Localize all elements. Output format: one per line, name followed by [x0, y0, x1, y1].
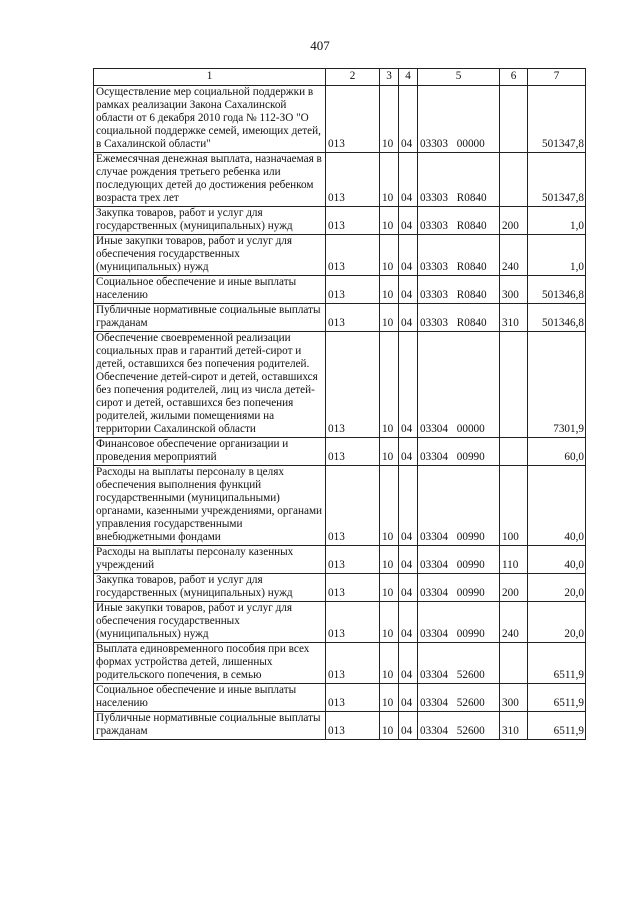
- expense-type-cell: [500, 332, 528, 438]
- ministry-code-cell: 013: [326, 546, 380, 574]
- amount-cell: 1,0: [528, 207, 586, 235]
- row-name-cell: Иные закупки товаров, работ и услуг для обеспечения государственных (муниципальных) нужд: [94, 235, 326, 276]
- target-article-cell: 03303 R0840: [418, 153, 500, 207]
- page-number: 407: [310, 38, 330, 53]
- header-cell: 4: [399, 69, 418, 86]
- subsection-code-cell: 04: [399, 153, 418, 207]
- expense-type-cell: 110: [500, 546, 528, 574]
- table-row: [94, 438, 586, 466]
- target-article-cell: 03304 00000: [418, 332, 500, 438]
- row-name-cell: Расходы на выплаты персоналу казенных учреждений: [94, 546, 326, 574]
- table-row: [94, 304, 586, 332]
- expense-type-cell: 200: [500, 574, 528, 602]
- section-code-cell: 10: [380, 574, 399, 602]
- table-row: [94, 546, 586, 574]
- section-code-cell: 10: [380, 332, 399, 438]
- amount-cell: 501347,8: [528, 86, 586, 153]
- ministry-code-cell: 013: [326, 643, 380, 684]
- section-code-cell: 10: [380, 438, 399, 466]
- table-row: [94, 684, 586, 712]
- budget-table: [93, 68, 586, 740]
- subsection-code-cell: 04: [399, 207, 418, 235]
- ministry-code-cell: 013: [326, 438, 380, 466]
- row-name-cell: Ежемесячная денежная выплата, назначаемая в случае рождения третьего ребенка или последующих детей до достижения ребенком возраста трех лет: [94, 153, 326, 207]
- table-row: [94, 602, 586, 643]
- target-article-cell: 03303 00000: [418, 86, 500, 153]
- row-name-cell: Публичные нормативные социальные выплаты гражданам: [94, 304, 326, 332]
- expense-type-cell: 240: [500, 602, 528, 643]
- header-cell: 3: [380, 69, 399, 86]
- amount-cell: 6511,9: [528, 643, 586, 684]
- row-name-cell: Расходы на выплаты персоналу в целях обеспечения выполнения функций государственными (муниципальными) органами, казенными учреждениями, органами управления государственными внебюджетными фондами: [94, 466, 326, 546]
- target-article-cell: 03304 00990: [418, 438, 500, 466]
- row-name-cell: Социальное обеспечение и иные выплаты населению: [94, 684, 326, 712]
- section-code-cell: 10: [380, 466, 399, 546]
- expense-type-cell: [500, 438, 528, 466]
- table-row: [94, 235, 586, 276]
- header-cell: 1: [94, 69, 326, 86]
- row-name-cell: Финансовое обеспечение организации и проведения мероприятий: [94, 438, 326, 466]
- ministry-code-cell: 013: [326, 574, 380, 602]
- table-row: [94, 153, 586, 207]
- header-cell: 5: [418, 69, 500, 86]
- header-cell: 7: [528, 69, 586, 86]
- subsection-code-cell: 04: [399, 712, 418, 740]
- row-name-cell: Публичные нормативные социальные выплаты гражданам: [94, 712, 326, 740]
- ministry-code-cell: 013: [326, 86, 380, 153]
- expense-type-cell: [500, 86, 528, 153]
- target-article-cell: 03304 52600: [418, 684, 500, 712]
- table-row: [94, 574, 586, 602]
- section-code-cell: 10: [380, 235, 399, 276]
- subsection-code-cell: 04: [399, 332, 418, 438]
- amount-cell: 20,0: [528, 602, 586, 643]
- row-name-cell: Иные закупки товаров, работ и услуг для обеспечения государственных (муниципальных) нужд: [94, 602, 326, 643]
- header-cell: 2: [326, 69, 380, 86]
- ministry-code-cell: 013: [326, 466, 380, 546]
- section-code-cell: 10: [380, 643, 399, 684]
- table-row: [94, 466, 586, 546]
- expense-type-cell: [500, 643, 528, 684]
- target-article-cell: 03303 R0840: [418, 276, 500, 304]
- table-row: [94, 643, 586, 684]
- target-article-cell: 03304 52600: [418, 643, 500, 684]
- target-article-cell: 03303 R0840: [418, 207, 500, 235]
- ministry-code-cell: 013: [326, 276, 380, 304]
- subsection-code-cell: 04: [399, 86, 418, 153]
- subsection-code-cell: 04: [399, 276, 418, 304]
- row-name-cell: Социальное обеспечение и иные выплаты населению: [94, 276, 326, 304]
- expense-type-cell: 100: [500, 466, 528, 546]
- ministry-code-cell: 013: [326, 332, 380, 438]
- row-name-cell: Осуществление мер социальной поддержки в рамках реализации Закона Сахалинской области от 6 декабря 2010 года № 112-ЗО "О социальной поддержке семей, имеющих детей, в Сахалинской области": [94, 86, 326, 153]
- amount-cell: 6511,9: [528, 712, 586, 740]
- subsection-code-cell: 04: [399, 574, 418, 602]
- table-row: [94, 86, 586, 153]
- section-code-cell: 10: [380, 153, 399, 207]
- subsection-code-cell: 04: [399, 466, 418, 546]
- subsection-code-cell: 04: [399, 438, 418, 466]
- ministry-code-cell: 013: [326, 684, 380, 712]
- subsection-code-cell: 04: [399, 546, 418, 574]
- ministry-code-cell: 013: [326, 304, 380, 332]
- amount-cell: 20,0: [528, 574, 586, 602]
- expense-type-cell: 310: [500, 304, 528, 332]
- ministry-code-cell: 013: [326, 207, 380, 235]
- ministry-code-cell: 013: [326, 153, 380, 207]
- row-name-cell: Закупка товаров, работ и услуг для государственных (муниципальных) нужд: [94, 574, 326, 602]
- target-article-cell: 03303 R0840: [418, 235, 500, 276]
- ministry-code-cell: 013: [326, 235, 380, 276]
- amount-cell: 501347,8: [528, 153, 586, 207]
- section-code-cell: 10: [380, 546, 399, 574]
- ministry-code-cell: 013: [326, 712, 380, 740]
- section-code-cell: 10: [380, 207, 399, 235]
- amount-cell: 6511,9: [528, 684, 586, 712]
- amount-cell: 40,0: [528, 546, 586, 574]
- subsection-code-cell: 04: [399, 235, 418, 276]
- amount-cell: 501346,8: [528, 304, 586, 332]
- header-row: [94, 69, 586, 86]
- section-code-cell: 10: [380, 602, 399, 643]
- target-article-cell: 03304 00990: [418, 602, 500, 643]
- target-article-cell: 03304 00990: [418, 574, 500, 602]
- subsection-code-cell: 04: [399, 304, 418, 332]
- section-code-cell: 10: [380, 712, 399, 740]
- section-code-cell: 10: [380, 684, 399, 712]
- section-code-cell: 10: [380, 304, 399, 332]
- row-name-cell: Закупка товаров, работ и услуг для государственных (муниципальных) нужд: [94, 207, 326, 235]
- amount-cell: 40,0: [528, 466, 586, 546]
- target-article-cell: 03304 00990: [418, 546, 500, 574]
- table-row: [94, 712, 586, 740]
- expense-type-cell: 300: [500, 276, 528, 304]
- target-article-cell: 03304 52600: [418, 712, 500, 740]
- amount-cell: 501346,8: [528, 276, 586, 304]
- expense-type-cell: 310: [500, 712, 528, 740]
- amount-cell: 60,0: [528, 438, 586, 466]
- amount-cell: 7301,9: [528, 332, 586, 438]
- table-row: [94, 332, 586, 438]
- table-row: [94, 207, 586, 235]
- row-name-cell: Обеспечение своевременной реализации социальных прав и гарантий детей-сирот и детей, оставшихся без попечения родителей. Обеспечение детей-сирот и детей, оставшихся без попечения родителей, лиц из числа детей-сирот и детей, оставшихся без попечения родителей, жилыми помещениями на территории Сахалинской области: [94, 332, 326, 438]
- row-name-cell: Выплата единовременного пособия при всех формах устройства детей, лишенных родительского попечения, в семью: [94, 643, 326, 684]
- subsection-code-cell: 04: [399, 602, 418, 643]
- subsection-code-cell: 04: [399, 643, 418, 684]
- header-cell: 6: [500, 69, 528, 86]
- expense-type-cell: [500, 153, 528, 207]
- ministry-code-cell: 013: [326, 602, 380, 643]
- amount-cell: 1,0: [528, 235, 586, 276]
- expense-type-cell: 240: [500, 235, 528, 276]
- table-row: [94, 276, 586, 304]
- subsection-code-cell: 04: [399, 684, 418, 712]
- expense-type-cell: 300: [500, 684, 528, 712]
- target-article-cell: 03303 R0840: [418, 304, 500, 332]
- target-article-cell: 03304 00990: [418, 466, 500, 546]
- expense-type-cell: 200: [500, 207, 528, 235]
- section-code-cell: 10: [380, 276, 399, 304]
- section-code-cell: 10: [380, 86, 399, 153]
